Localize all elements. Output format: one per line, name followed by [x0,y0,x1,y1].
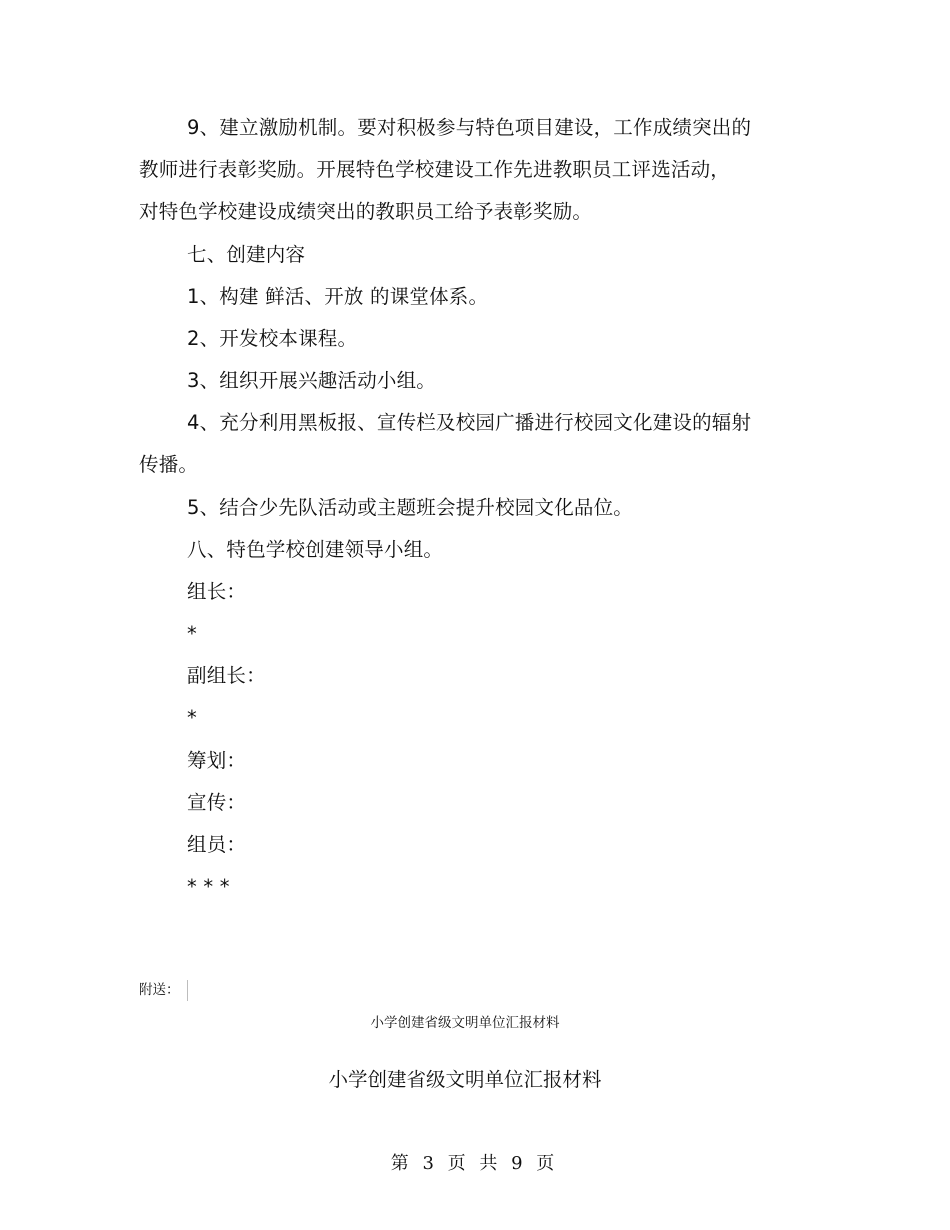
content-item-2: 2、开发校本课程。 [187,327,358,350]
attachment-label: 附送： [139,982,180,998]
publicity-label: 宣传： [187,791,247,814]
group-leader-label: 组长： [187,580,247,603]
content-item-3: 3、组织开展兴趣活动小组。 [187,369,437,392]
content-item-1: 1、构建 鲜活、开放 的课堂体系。 [187,285,489,308]
paragraph-9-line-1: 9、建立激励机制。要对积极参与特色项目建设，工作成绩突出的 [187,116,752,139]
attachment-title: 小学创建省级文明单位汇报材料 [328,1068,602,1091]
content-item-4-line-1: 4、充分利用黑板报、宣传栏及校园广播进行校园文化建设的辐射 [187,411,752,434]
paragraph-9-line-2: 教师进行表彰奖励。开展特色学校建设工作先进教职员工评选活动， [139,158,731,181]
attachment-subtitle: 小学创建省级文明单位汇报材料 [370,1015,560,1031]
page-number-footer: 第 3 页 共 9 页 [390,1153,556,1174]
content-item-5: 5、结合少先队活动或主题班会提升校园文化品位。 [187,496,634,519]
paragraph-9-line-3: 对特色学校建设成绩突出的教职员工给予表彰奖励。 [139,200,593,223]
planning-label: 筹划： [187,749,247,772]
group-leader-value: * [187,622,197,645]
members-value: * * * [187,875,230,898]
deputy-leader-label: 副组长： [187,664,266,687]
section-heading-7: 七、创建内容 [187,243,306,266]
members-label: 组员： [187,833,247,856]
attachment-divider [187,980,188,1001]
content-item-4-line-2: 传播。 [139,453,199,476]
section-heading-8: 八、特色学校创建领导小组。 [187,538,444,561]
deputy-leader-value: * [187,706,197,729]
